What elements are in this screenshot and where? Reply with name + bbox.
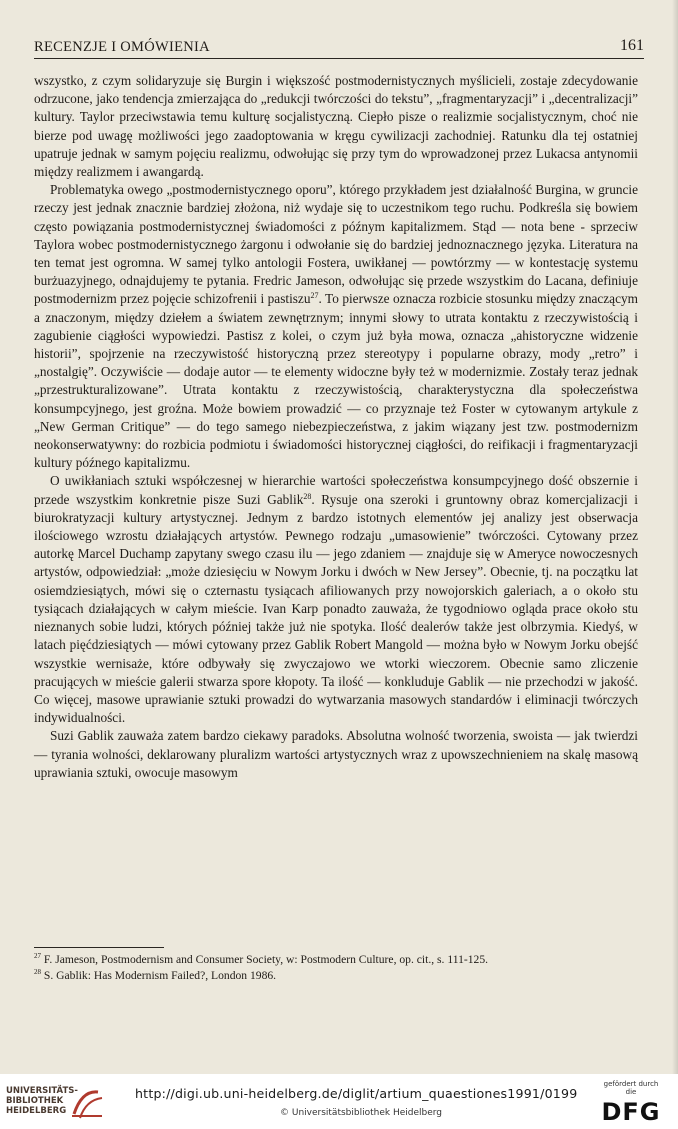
paragraph-2 [34, 181, 638, 472]
footnote-28 [34, 968, 638, 984]
university-library-logo[interactable] [6, 1084, 114, 1124]
paragraph-3 [34, 472, 638, 727]
running-header [34, 36, 644, 59]
paragraph-3-part-a: O uwikłaniach sztuki współczesnej w hierarchie wartości społeczeństwa konsumpcyjnego dość obszernie i przede wszystkim konkretnie pisze Suzi Gablik [34, 473, 638, 507]
footnote-27 [34, 952, 638, 968]
page-number: 161 [620, 37, 644, 54]
footnote-ref-28[interactable]: 28 [303, 491, 312, 501]
copyright-notice: © Universitätsbibliothek Heidelberg [280, 1108, 443, 1118]
viewer-footer [0, 1074, 678, 1129]
footnote-text: S. Gablik: Has Modernism Failed?, London 1986. [43, 968, 277, 982]
footnote-number: 28 [34, 967, 41, 976]
body-text [34, 72, 638, 782]
dfg-caption: gefördert durch die [603, 1080, 659, 1096]
running-header-title: RECENZJE I OMÓWIENIA [34, 39, 210, 55]
library-emblem-icon [68, 1084, 108, 1124]
footnote-separator [34, 947, 164, 948]
paragraph-1: wszystko, z czym solidaryzuje się Burgin i większość postmodernistycznych myślicieli, zostaje zdecydowanie odrzucone, jako tendencja zmierzająca do „redukcji twórczości do tekstu”, „fragmentaryzacji” i „decentralizacji” kultury. Taylor przeciwstawia temu kulturę socjalistyczną. Ciepło pisze o realizmie socjalistycznym, choć nie bierze pod uwagę możliwości jego zaadoptowania w kręgu cywilizacji zachodniej. Ratunku dla tej ostatniej upatruje jednak w samym pojęciu realizmu, odwołując się przy tym do wprowadzonej przez Lukacsa antynomii między realizmem i awangardą. [34, 73, 638, 180]
footnotes [34, 952, 638, 983]
university-library-logo-text: UNIVERSITÄTS- BIBLIOTHEK HEIDELBERG [6, 1086, 78, 1116]
paragraph-4: Suzi Gablik zauważa zatem bardzo ciekawy paradoks. Absolutna wolność tworzenia, swoista — jak twierdzi — tyrania wolności, deklarowany pluralizm wartości artystycznych wraz z upowszechnieniem na skalę masową uprawiania sztuki, owocuje masowym [34, 728, 638, 780]
paragraph-3-part-b: . Rysuje ona szeroki i gruntowny obraz komercjalizacji i biurokratyzacji kultury artystycznej. Jednym z bardzo istotnych elementów jej analizy jest obserwacja ilościowego wzrostu działających artystów. Pewnego rodzaju „umasowienie” twórczości. Cytowany przez autorkę Marcel Duchamp zapytany swego czasu ilu — jego zdaniem — znajduje się w Ameryce nowoczesnych artystów, odpowiedział: „może dziesięciu w Nowym Jorku i dwóch w New Jersey”. Obecnie, tj. na początku lat osiemdziesiątych, mówi się o czternastu tysiącach afiliowanych przy nowojorskich galeriach, a o około stu tysiącach działających w całym mieście. Ivan Karp ponadto zauważa, że tygodniowo ogląda prace około stu nieznanych sobie ludzi, których później także już nie spotyka. Ilość dealerów także jest olbrzymia. Kiedyś, w latach pięćdziesiątych — mówi cytowany przez Gablik Robert Mangold — można było w Nowym Jorku obejść wszystkie wernisaże, które odbywały się zwyczajowo we wtorki wieczorem. Obecnie samo zliczenie pracujących w mieście galerii stwarza spore kłopoty. Ta ilość — konkluduje Gablik — nie przechodzi w jakość. Co więcej, masowe uprawianie sztuki prowadzi do wytwarzania masowych standardów i eliminacji twórczych indywidualności. [34, 491, 639, 726]
digital-library-url[interactable]: http://digi.ub.uni-heidelberg.de/diglit/artium_quaestiones1991/0199 [135, 1086, 578, 1101]
footnote-ref-27[interactable]: 27 [310, 291, 319, 301]
dfg-logo[interactable] [598, 1080, 664, 1124]
paragraph-2-part-b: . To pierwsze oznacza rozbicie stosunku między znaczącym a znaczonym, między dziełem a światem zewnętrznym; innymi słowy to utrata kontaktu z rzeczywistością i zagubienie ciągłości wypowiedzi. Pastisz z kolei, o czym już była mowa, oznacza „ahistoryczne widzenie historii”, spojrzenie na rzeczywistość historyczną przez stereotypy i popularne obrazy, mody „retro” i „nostalgię”. Oczywiście — dodaje autor — te elementy widoczne były też w modernizmie. Zostały teraz jednak „przestrukturalizowane”. Utrata kontaktu z rzeczywistością, charakterystyczna dla społeczeństwa konsumpcyjnego, jest groźna. Może bowiem prowadzić — co przyznaje też Foster w cytowanym artykule z „New German Critique” — do tego samego niebezpieczeństwa, z jakim wiązany jest tzw. postmodernizm neokonserwatywny: do rozbicia podmiotu i świadomości historycznej ciągłości, do reifikacji i fragmentaryzacji kultury późnego kapitalizmu. [34, 291, 638, 471]
dfg-logo-text: DFG [601, 1098, 661, 1126]
footnote-number: 27 [34, 952, 41, 960]
paragraph-2-part-a: Problematyka owego „postmodernistycznego oporu”, którego przykładem jest działalność Burgina, w gruncie rzeczy jest jednak znacznie bardziej złożona, niż wydaje się to uczestnikom tego ruchu. Podkreśla się bowiem często powiązania postmodernistycznej świadomości z późnym kapitalizmem. Stąd — nota bene - sprzeciw Taylora wobec postmodernistycznego żargonu i odwołanie się do bardziej jednoznacznego języka. Literatura na ten temat jest ogromna. W samej tylko antologii Fostera, uwikłanej — powtórzmy — w kontestację systemu burżuazyjnego, odnajdujemy te pytania. Fredric Jameson, odwołując się przede wszystkim do Lacana, definiuje postmodernizm przez pojęcie schizofrenii i pastiszu [34, 182, 638, 307]
footnote-text: F. Jameson, Postmodernism and Consumer Society, w: Postmodern Culture, op. cit., s. 111-125. [43, 953, 489, 966]
